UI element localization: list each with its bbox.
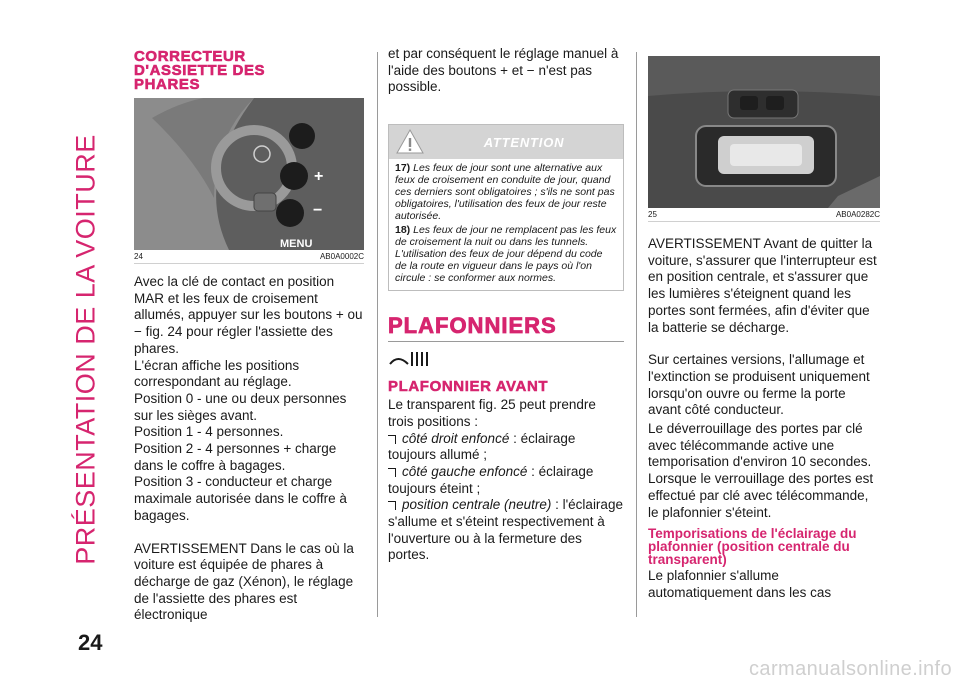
warning-triangle-icon: [395, 127, 425, 157]
paragraph: L'écran affiche les positions correspondant au réglage.: [134, 357, 300, 390]
paragraph: Position 2 - 4 personnes + charge dans le coffre à bagages.: [134, 441, 337, 473]
attention-item: 17) Les feux de jour sont une alternative aux feux de croisement en conduite de jour, quand ces derniers sont obligatoires ; s'ils ne sont pas obligatoires, l'utilisation des feux de jour reste autorisée.: [395, 162, 615, 223]
body-text: [648, 236, 880, 602]
section-side-title: PRÉSENTATION DE LA VOITURE: [70, 134, 101, 565]
intro-paragraph: Le transparent fig. 25 peut prendre trois positions :: [388, 397, 596, 429]
paragraph: Position 0 - une ou deux personnes sur les sièges avant.: [134, 390, 347, 423]
attention-box: [388, 124, 624, 291]
attention-body: [389, 159, 623, 290]
plus-label: +: [314, 168, 324, 185]
bullet-square-icon: [388, 501, 396, 510]
paragraph: Position 3 - conducteur et charge maximale autorisée dans le coffre à bagages.: [134, 474, 347, 523]
menu-label: MENU: [280, 238, 313, 250]
column-divider: [377, 52, 378, 617]
subsection-heading: Temporisations de l'éclairage du plafonnier (position centrale du transparent): [648, 526, 857, 568]
continuation-paragraph: et par conséquent le réglage manuel à l'aide des boutons + et − n'est pas possible.: [388, 46, 619, 95]
bullet-square-icon: [388, 468, 396, 477]
subsection-heading: PLAFONNIER AVANT: [388, 378, 549, 396]
attention-title: ATTENTION: [483, 134, 565, 150]
body-text: [134, 274, 364, 624]
page-number: 24: [78, 630, 103, 655]
interior-light-icon: [388, 348, 432, 370]
warning-paragraph: AVERTISSEMENT Dans le cas où la voiture est équipée de phares à décharge de gaz (Xénon), le réglage de l'assiette des phares est électronique: [134, 540, 354, 623]
figure-caption: [134, 250, 364, 264]
bullet-square-icon: [388, 435, 396, 444]
figure-24: [134, 98, 364, 250]
paragraph: Le déverrouillage des portes par clé avec télécommande active une temporisation d'environ 10 secondes. Lorsque le verrouillage des portes est effectué par clé avec télécommande, le plafonnier s'éteint.: [648, 421, 874, 520]
ceiling-light-illustration: [648, 56, 880, 208]
section-heading-plafonniers: PLAFONNIERS: [388, 313, 624, 342]
attention-item: 18) Les feux de jour ne remplacent pas les feux de croisement la nuit ou dans les tunnels. L'utilisation des feux de jour dépend du code de la route en vigueur dans le pays où l'on circule : se conformer aux normes.: [395, 224, 617, 285]
column-1: [134, 50, 364, 624]
paragraph: Position 1 - 4 personnes.: [134, 424, 284, 440]
list-item: côté gauche enfoncé : éclairage toujours éteint ;: [388, 463, 594, 496]
column-3: [648, 56, 880, 602]
figure-code: AB0A0002C: [319, 252, 364, 261]
dashboard-buttons-illustration: [134, 98, 364, 250]
figure-code: AB0A0282C: [835, 210, 880, 219]
paragraph: Sur certaines versions, l'allumage et l'extinction se produisent uniquement lorsqu'on ouvre ou ferme la porte avant côté conducteur.: [648, 352, 870, 418]
figure-caption: [648, 208, 880, 222]
paragraph: Le plafonnier s'allume automatiquement dans les cas: [648, 568, 832, 600]
column-divider: [636, 52, 637, 617]
watermark: carmanualsonline.info: [749, 658, 952, 680]
section-heading: CORRECTEUR D'ASSIETTE DES PHARES: [134, 48, 266, 93]
paragraph: Avec la clé de contact en position MAR et les feux de croisement allumés, appuyer sur les boutons + ou − fig. 24 pour régler l'assiette des phares.: [134, 274, 363, 356]
figure-25: [648, 56, 880, 208]
figure-number: 25: [648, 210, 657, 219]
attention-header: [389, 125, 623, 159]
warning-paragraph: AVERTISSEMENT Avant de quitter la voiture, s'assurer que l'interrupteur est en position centrale, et s'assurer que les lumières s'éteignent quand les portes sont fermées, afin d'éviter que la batterie se décharge.: [648, 236, 877, 335]
list-item: position centrale (neutre) : l'éclairage s'allume et s'éteint respectivement à l'ouverture ou à la fermeture des portes.: [388, 497, 623, 563]
minus-label: −: [313, 202, 323, 219]
figure-number: 24: [134, 252, 143, 261]
list-item: côté droit enfoncé : éclairage toujours allumé ;: [388, 430, 576, 463]
column-2: [388, 46, 624, 564]
